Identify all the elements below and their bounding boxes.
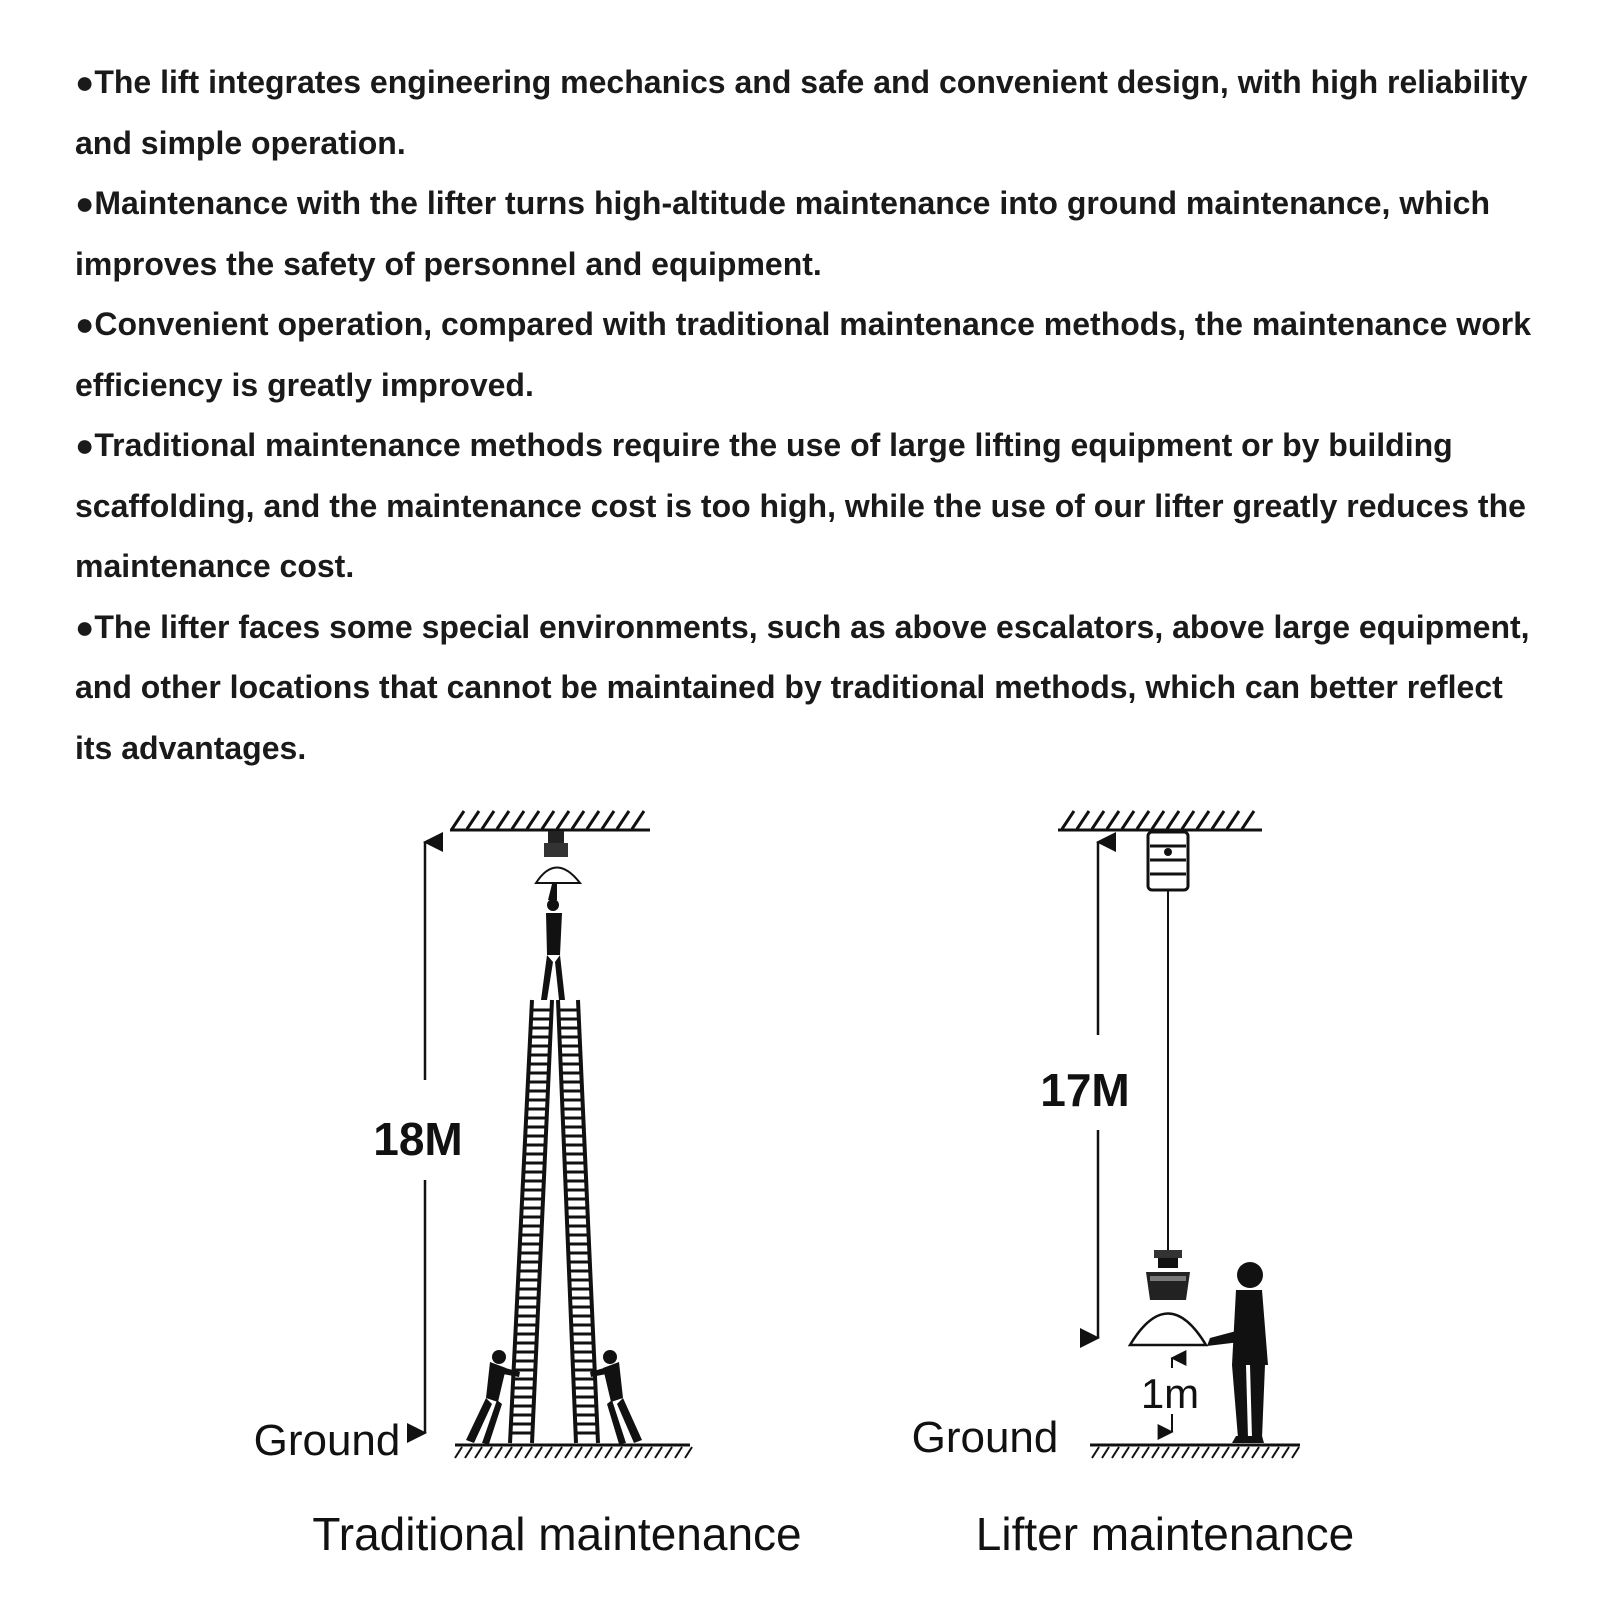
ground-hatch (575, 1447, 582, 1458)
ground-hatch (515, 1447, 522, 1458)
lifter-ceiling (1058, 811, 1262, 830)
ground-hatch (1262, 1447, 1269, 1458)
ground-hatch (585, 1447, 592, 1458)
ground-hatch (665, 1447, 672, 1458)
ground-hatch (685, 1447, 692, 1458)
ground-hatch (505, 1447, 512, 1458)
lifter-height-label: 17M (1040, 1064, 1130, 1116)
lifter-ground-line (1090, 1445, 1300, 1458)
ground-hatch (675, 1447, 682, 1458)
feature-bullet-2: ●Maintenance with the lifter turns high-altitude maintenance into ground maintenance, which improves the safety of personnel and equipment. (75, 185, 1490, 282)
ground-hatch (1152, 1447, 1159, 1458)
traditional-ground-line (455, 1445, 692, 1458)
traditional-height-label: 18M (373, 1113, 463, 1165)
lifter-ground-label: Ground (911, 1413, 1059, 1462)
ground-hatch (1102, 1447, 1109, 1458)
ground-hatch (555, 1447, 562, 1458)
worker-on-ladder (541, 884, 565, 1000)
standing-worker (1207, 1262, 1268, 1443)
ground-hatch (615, 1447, 622, 1458)
lifter-diagram (912, 811, 1355, 1560)
ground-hatch (595, 1447, 602, 1458)
ground-hatch (1252, 1447, 1259, 1458)
ground-hatch (1292, 1447, 1299, 1458)
lifter-caption: Lifter maintenance (975, 1508, 1355, 1560)
ground-hatch (465, 1447, 472, 1458)
ground-hatch (1222, 1447, 1229, 1458)
ground-hatch (1172, 1447, 1179, 1458)
ground-hatch (1132, 1447, 1139, 1458)
ground-hatch (1212, 1447, 1219, 1458)
ground-hatch (1162, 1447, 1169, 1458)
ground-hatch (1202, 1447, 1209, 1458)
ground-hatch (1092, 1447, 1099, 1458)
ground-hatch (1142, 1447, 1149, 1458)
lifter-housing (1148, 832, 1188, 890)
feature-bullet-4: ●Traditional maintenance methods require the use of large lifting equipment or by building scaffolding, and the maintenance cost is too high, while the use of our lifter greatly reduces the maintenance cost. (75, 427, 1526, 584)
ground-hatch (1242, 1447, 1249, 1458)
feature-bullet-3: ●Convenient operation, compared with traditional maintenance methods, the maintenance work efficiency is greatly improved. (75, 306, 1532, 403)
ground-hatch (475, 1447, 482, 1458)
ground-hatch (495, 1447, 502, 1458)
ground-hatch (485, 1447, 492, 1458)
traditional-ground-label: Ground (253, 1416, 401, 1465)
ground-hatch (625, 1447, 632, 1458)
ground-hatch (645, 1447, 652, 1458)
lifter-gap-label: 1m (1140, 1370, 1200, 1417)
ground-hatch (635, 1447, 642, 1458)
traditional-caption: Traditional maintenance (312, 1508, 802, 1560)
feature-bullet-1: ●The lift integrates engineering mechanics and safe and convenient design, with high reliability and simple operation. (75, 64, 1528, 161)
ground-hatch (605, 1447, 612, 1458)
ground-hatch (535, 1447, 542, 1458)
ground-hatch (1192, 1447, 1199, 1458)
ground-hatch (1122, 1447, 1129, 1458)
ground-hatch (1232, 1447, 1239, 1458)
traditional-diagram (254, 811, 802, 1560)
ground-hatch (1112, 1447, 1119, 1458)
ground-hatch (455, 1447, 462, 1458)
ground-hatch (525, 1447, 532, 1458)
lowered-lamp (1130, 1250, 1206, 1345)
ground-hatch (1272, 1447, 1279, 1458)
traditional-lamp (536, 831, 580, 883)
ground-hatch (655, 1447, 662, 1458)
tall-ladder (510, 1000, 598, 1443)
ground-hatch (565, 1447, 572, 1458)
ground-hatch (1182, 1447, 1189, 1458)
feature-bullet-5: ●The lifter faces some special environments, such as above escalators, above large equipment, and other locations that cannot be maintained by traditional methods, which can better reflect its advantages. (75, 608, 1530, 766)
ground-hatch (1282, 1447, 1289, 1458)
ground-hatch (545, 1447, 552, 1458)
traditional-ceiling (450, 811, 650, 830)
